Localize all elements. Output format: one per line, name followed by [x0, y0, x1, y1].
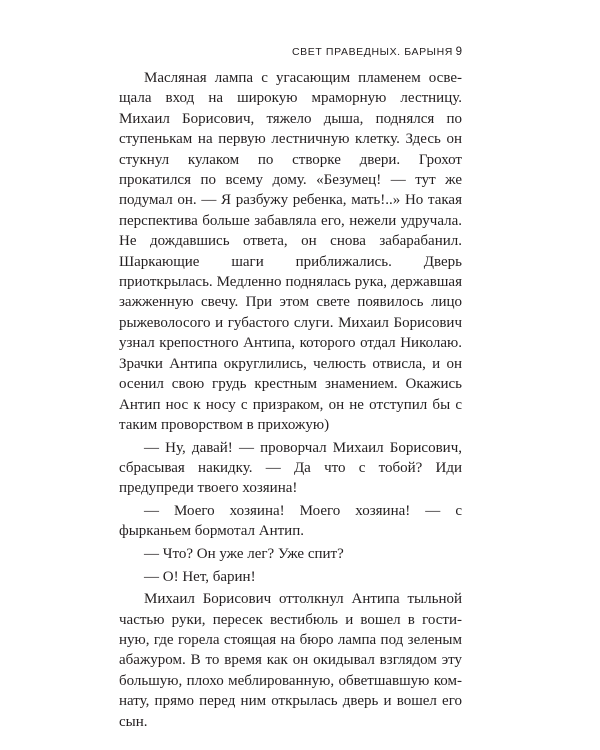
running-header	[292, 46, 462, 58]
paragraph: Михаил Борисович оттолкнул Антипа тыльной частью руки, пересек вестибюль и вошел в гостиную, где горела стоящая на бюро лампа под зеленым абажуром. В то время как он окидывал взглядом эту большую, плохо меблированную, обветшавшую комнату, прямо перед ним открылась дверь и вошел его сын.	[119, 591, 462, 730]
text-body	[119, 68, 462, 732]
running-title: СВЕТ ПРАВЕДНЫХ. БАРЫНЯ	[292, 46, 453, 58]
page-number: 9	[455, 46, 462, 58]
paragraph: — Ну, давай! — проворчал Михаил Борисович, сбрасывая накидку. — Да что с тобой? Иди предупреди твоего хозяина!	[119, 439, 462, 497]
paragraph: — Моего хозяина! Моего хозяина! — с фырканьем бормотал Антип.	[119, 502, 462, 540]
paragraph: Масляная лампа с угасающим пламенем освещала вход на широкую мраморную лестницу. Михаил Борисович, тяжело дыша, поднялся по ступенькам на первую лестничную клетку. Здесь он стукнул кулаком по створке двери. Грохот прокатился по всему дому. «Безумец! — тут же подумал он. — Я разбужу ребенка, мать!..» Но такая перспектива больше забавляла его, нежели удручала. Не дождавшись ответа, он снова забарабанил. Шаркающие шаги приближались. Дверь приоткрылась. Медленно поднялась рука, державшая зажженную свечу. При этом свете появилось лицо рыжеволосого и губастого слуги. Михаил Борисович узнал крепостного Антипа, которого отдал Николаю. Зрачки Антипа округлились, челюсть отвисла, и он осенил свою грудь крестным знамением. Окажись Антип нос к носу с призраком, он не отступил бы с таким проворством в прихожую)	[119, 70, 462, 433]
paragraph: — О! Нет, барин!	[144, 568, 256, 585]
paragraph: — Что? Он уже лег? Уже спит?	[144, 545, 344, 562]
